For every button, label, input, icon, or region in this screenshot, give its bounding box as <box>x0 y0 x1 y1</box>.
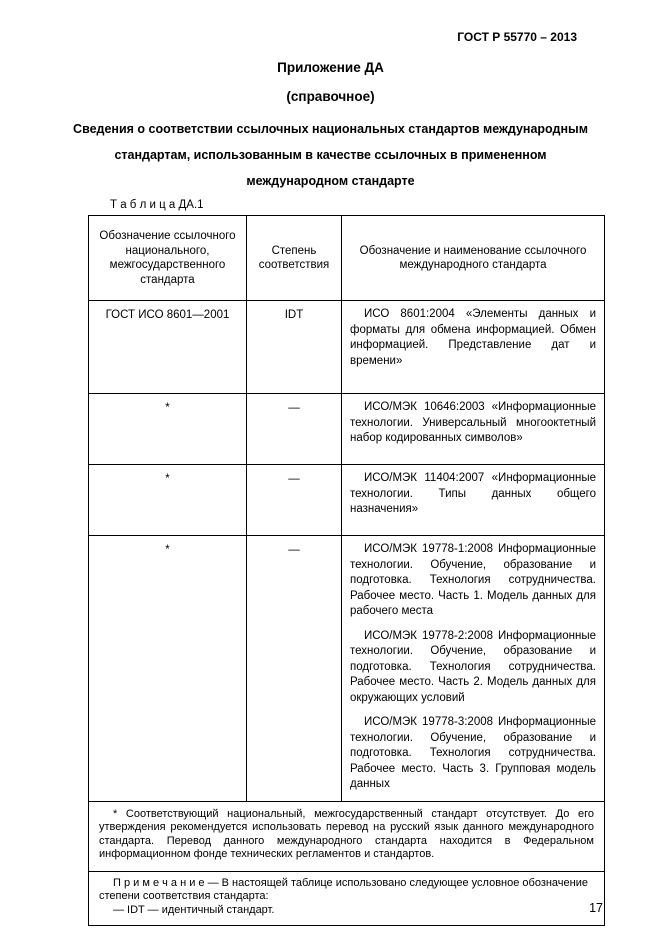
standard-paragraph: ИСО/МЭК 10646:2003 «Информационные технологии. Универсальный многооктетный набор кодированных символов» <box>350 401 596 444</box>
note-cell <box>89 871 605 926</box>
degree-cell: — <box>247 465 342 536</box>
degree-cell: IDT <box>247 301 342 394</box>
standard-cell: * <box>89 536 247 802</box>
table-row <box>89 536 605 802</box>
table-row <box>89 394 605 465</box>
table-footnote: * Соответствующий национальный, межгосударственный стандарт отсутствует. До его утверждения рекомендуется использовать перевод на русский язык данного международного стандарта. Перевод данного международного стандарта находится в Федеральном информационном фонде технических регламентов и стандартов. <box>99 807 594 860</box>
footnote-cell <box>89 801 605 871</box>
degree-cell: — <box>247 394 342 465</box>
table-note: П р и м е ч а н и е — В настоящей таблице использовано следующее условное обозначение степени соответствия стандарта: <box>99 876 588 902</box>
table-footnote-row <box>89 801 605 871</box>
appendix-subtitle: (справочное) <box>286 89 375 104</box>
appendix-description: Сведения о соответствии ссылочных национальных стандартов международным стандартам, использованным в качестве ссылочных в примененном международном стандарте <box>73 122 588 188</box>
table-note-item: — IDT — идентичный стандарт. <box>113 903 275 916</box>
international-standard-cell <box>342 536 605 802</box>
page-number: 17 <box>589 901 603 915</box>
standard-cell: ГОСТ ИСО 8601—2001 <box>89 301 247 394</box>
standard-paragraph: ИСО 8601:2004 «Элементы данных и форматы для обмена информацией. Обмен информацией. Представление дат и времени» <box>350 308 596 367</box>
standard-paragraph: ИСО/МЭК 19778-2:2008 Информационные технологии. Обучение, образование и подготовка. Технология сотрудничества. Рабочее место. Часть 2. Модель данных для окружающих условий <box>350 629 596 704</box>
table-row <box>89 301 605 394</box>
header-national-standard: Обозначение ссылочного национального, межгосударственного стандарта <box>89 216 247 301</box>
standards-table <box>88 215 605 926</box>
standard-paragraph: ИСО/МЭК 11404:2007 «Информационные технологии. Типы данных общего назначения» <box>350 472 596 515</box>
table-caption: Т а б л и ц а ДА.1 <box>110 199 204 211</box>
document-header <box>0 30 577 44</box>
standard-paragraph: ИСО/МЭК 19778-3:2008 Информационные технологии. Обучение, образование и подготовка. Технология сотрудничества. Рабочее место. Часть 3. Групповая модель данных <box>350 716 596 790</box>
standard-number: ГОСТ Р 55770 – 2013 <box>457 30 577 44</box>
header-international-standard: Обозначение и наименование ссылочного международного стандарта <box>342 216 605 301</box>
table-row <box>89 465 605 536</box>
international-standard-cell <box>342 465 605 536</box>
standard-paragraph: ИСО/МЭК 19778-1:2008 Информационные технологии. Обучение, образование и подготовка. Технология сотрудничества. Рабочее место. Часть 1. Модель данных для рабочего места <box>350 543 596 617</box>
international-standard-cell <box>342 301 605 394</box>
standard-cell: * <box>89 465 247 536</box>
degree-cell: — <box>247 536 342 802</box>
international-standard-cell <box>342 394 605 465</box>
header-degree: Степень соответствия <box>247 216 342 301</box>
appendix-title: Приложение ДА <box>277 60 384 75</box>
table-header-row <box>89 216 605 301</box>
table-note-row <box>89 871 605 926</box>
standard-cell: * <box>89 394 247 465</box>
